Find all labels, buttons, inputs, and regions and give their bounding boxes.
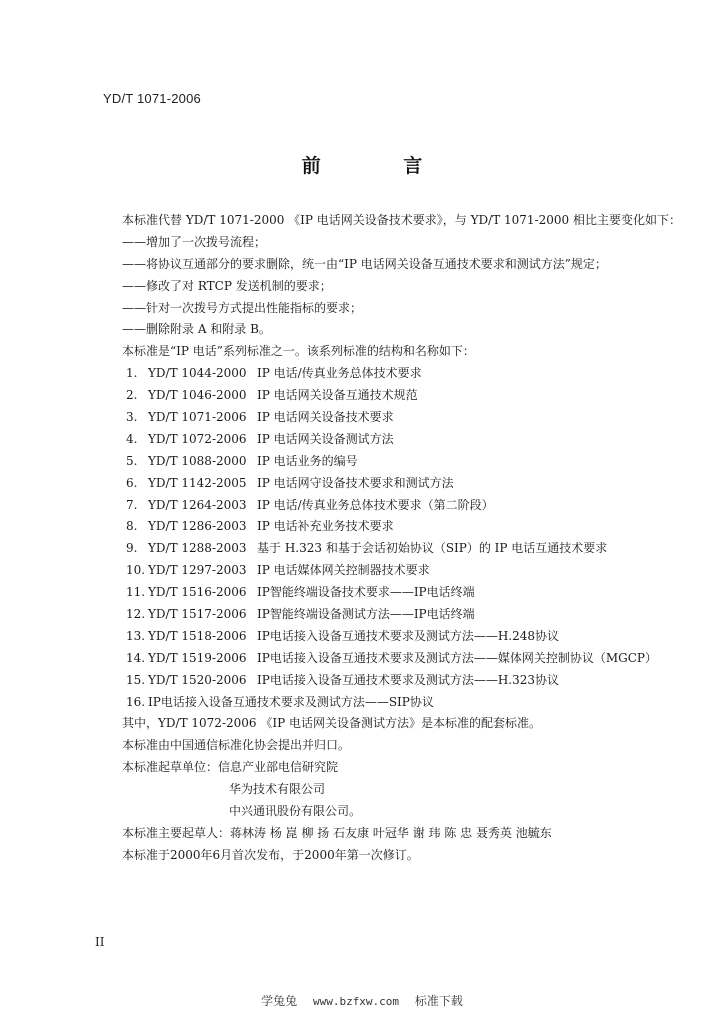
change-item: ——增加了一次拨号流程；: [122, 234, 267, 249]
series-item-code: YD/T 1072-2006: [148, 431, 247, 446]
series-item: [122, 451, 682, 473]
series-item-title: IP 电话业务的编号: [257, 453, 358, 468]
series-item-number: 4.: [126, 431, 138, 446]
footer-site-name: 学兔兔: [261, 994, 298, 1008]
change-item: ——删除附录 A 和附录 B。: [122, 322, 271, 337]
series-item-code: YD/T 1044-2000: [148, 366, 247, 381]
series-item-number: 2.: [126, 388, 138, 403]
series-item-title: IP 电话网关设备测试方法: [257, 431, 394, 446]
series-item-number: 10.: [126, 563, 146, 578]
series-item-title: IP 电话网关设备技术要求: [257, 410, 394, 425]
series-item-code: YD/T 1297-2003: [148, 563, 247, 578]
series-item-number: 9.: [126, 541, 138, 556]
standard-code-header: YD/T 1071-2006: [103, 91, 201, 106]
series-item-title: IP 电话媒体网关控制器技术要求: [257, 563, 430, 578]
series-item-code: YD/T 1519-2006: [148, 650, 247, 665]
proposer-statement: 本标准由中国通信标准化协会提出并归口。: [122, 738, 351, 753]
series-item-code: YD/T 1517-2006: [148, 607, 247, 622]
series-item-number: 16.: [126, 694, 146, 709]
series-item: [122, 648, 682, 670]
series-item-number: 12.: [126, 607, 146, 622]
companion-standard: 其中，YD/T 1072-2006 《IP 电话网关设备测试方法》是本标准的配套标准。: [122, 716, 541, 731]
footer-url-link[interactable]: www.bzfxw.com: [312, 995, 400, 1008]
series-item-title: IP智能终端设备测试方法——IP电话终端: [257, 607, 475, 622]
series-item-title: IP电话接入设备互通技术要求及测试方法——H.248协议: [257, 628, 559, 643]
series-item-number: 5.: [126, 453, 138, 468]
change-item: ——针对一次拨号方式提出性能指标的要求；: [122, 300, 363, 315]
drafters-label: 本标准起草单位：: [122, 760, 219, 775]
series-item-number: 13.: [126, 628, 146, 643]
drafter-row: [122, 757, 682, 779]
series-item-title: IP 电话/传真业务总体技术要求（第二阶段）: [257, 497, 494, 512]
series-item-code: YD/T 1071-2006: [148, 410, 247, 425]
series-item-number: 1.: [126, 366, 138, 381]
series-item-title: 基于 H.323 和基于会话初始协议（SIP）的 IP 电话互通技术要求: [257, 541, 608, 556]
authors-list: 本标准主要起草人：蒋林涛 杨 崑 柳 扬 石友康 叶冠华 谢 玮 陈 忠 聂秀英 池毓东: [122, 825, 552, 840]
series-item-code: YD/T 1088-2000: [148, 453, 247, 468]
series-intro: 本标准是“IP 电话”系列标准之一。该系列标准的结构和名称如下：: [122, 344, 475, 359]
series-item-number: 7.: [126, 497, 138, 512]
series-item: [122, 429, 682, 451]
series-item-code: YD/T 1288-2003: [148, 541, 247, 556]
series-item-title: IP 电话/传真业务总体技术要求: [257, 366, 422, 381]
series-item-number: 6.: [126, 475, 138, 490]
change-item: ——修改了对 RTCP 发送机制的要求；: [122, 278, 332, 293]
series-item-title: IP电话接入设备互通技术要求及测试方法——SIP协议: [148, 694, 434, 709]
intro-paragraph: 本标准代替 YD/T 1071-2000 《IP 电话网关设备技术要求》，与 YD/T 1071-2000 相比主要变化如下：: [122, 213, 681, 227]
series-item: [122, 670, 682, 692]
series-item-title: IP电话接入设备互通技术要求及测试方法——媒体网关控制协议（MGCP）: [257, 650, 657, 665]
drafter-org: 信息产业部电信研究院: [218, 760, 339, 775]
drafter-org: 中兴通讯股份有限公司。: [229, 804, 362, 819]
series-item-code: YD/T 1046-2000: [148, 388, 247, 403]
revision-history: 本标准于2000年6月首次发布，于2000年第一次修订。: [122, 847, 419, 862]
footer-watermark: [0, 992, 724, 1009]
series-item-number: 15.: [126, 672, 146, 687]
series-item-number: 3.: [126, 410, 138, 425]
series-item: [122, 692, 682, 714]
series-item-title: IP 电话补充业务技术要求: [257, 519, 394, 534]
series-item-code: YD/T 1142-2005: [148, 475, 247, 490]
series-item: [122, 495, 682, 517]
series-item: [122, 626, 682, 648]
series-item: [122, 516, 682, 538]
series-item-title: IP智能终端设备技术要求——IP电话终端: [257, 585, 475, 600]
series-item-code: YD/T 1518-2006: [148, 628, 247, 643]
series-item: [122, 560, 682, 582]
page-title: 前 言: [301, 155, 461, 177]
series-item-title: IP 电话网关设备互通技术规范: [257, 388, 418, 403]
drafter-org: 华为技术有限公司: [229, 782, 326, 797]
series-item-number: 11.: [126, 585, 146, 600]
change-item: ——将协议互通部分的要求删除，统一由“IP 电话网关设备互通技术要求和测试方法”规定；: [122, 256, 607, 271]
series-item-code: YD/T 1520-2006: [148, 672, 247, 687]
foreword-body: [122, 210, 682, 867]
series-item-code: YD/T 1286-2003: [148, 519, 247, 534]
series-item-number: 8.: [126, 519, 138, 534]
footer-tagline: 标准下载: [414, 994, 463, 1008]
page-number: II: [95, 935, 105, 949]
series-item: [122, 363, 682, 385]
series-item: [122, 538, 682, 560]
series-item: [122, 407, 682, 429]
series-item: [122, 604, 682, 626]
series-item-title: IP 电话网守设备技术要求和测试方法: [257, 475, 454, 490]
series-item: [122, 385, 682, 407]
series-item-title: IP电话接入设备互通技术要求及测试方法——H.323协议: [257, 672, 559, 687]
series-item: [122, 582, 682, 604]
series-item-code: YD/T 1264-2003: [148, 497, 247, 512]
series-item-number: 14.: [126, 650, 146, 665]
series-item-code: YD/T 1516-2006: [148, 585, 247, 600]
series-item: [122, 473, 682, 495]
